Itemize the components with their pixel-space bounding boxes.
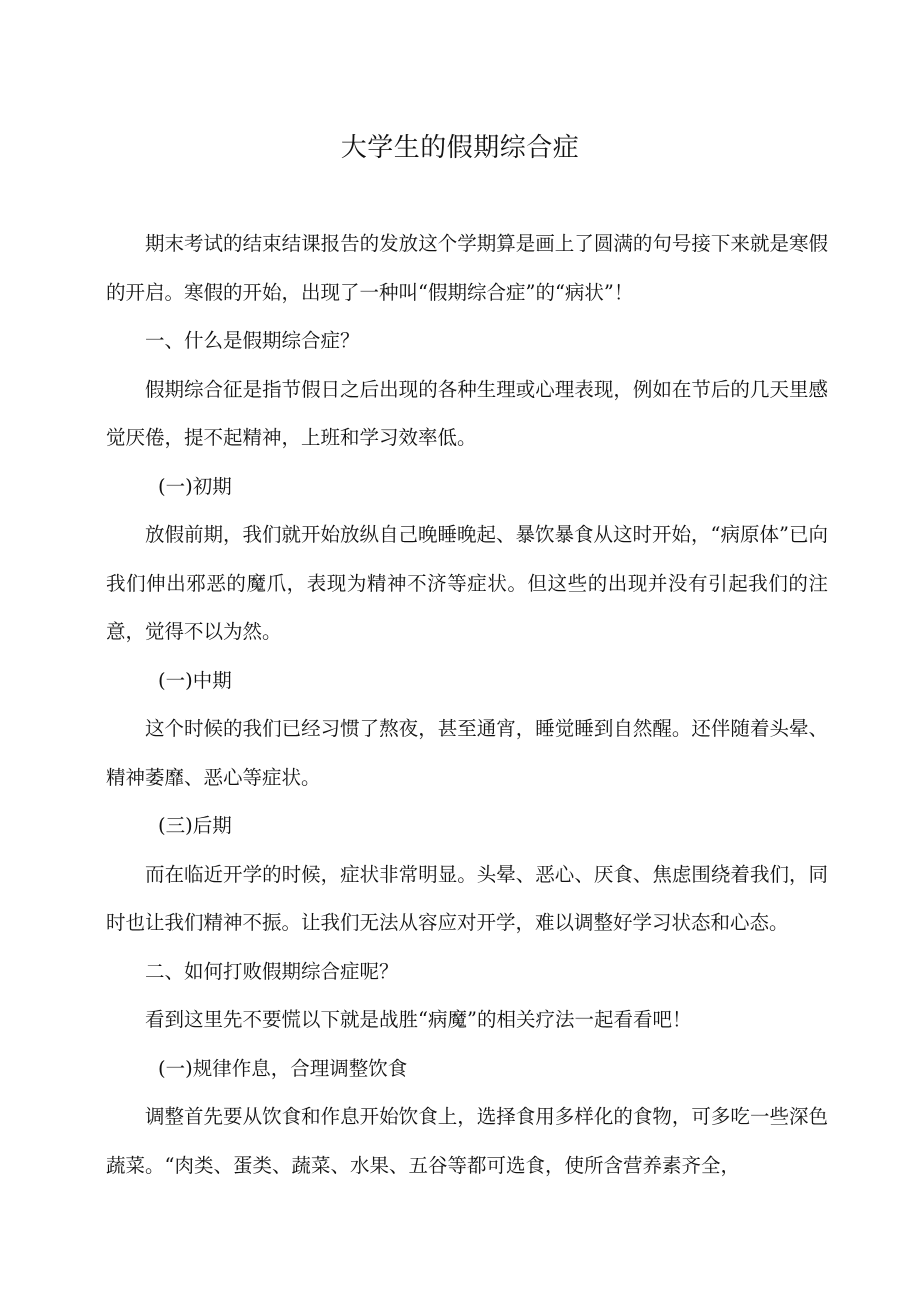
section-heading-what-is: 一、什么是假期综合症？ <box>145 329 360 352</box>
paragraph-late-stage: 而在临近开学的时候，症状非常明显。头晕、恶心、厌食、焦虑围绕着我们，同时也让我们精神不振。让我们无法从容应对开学，难以调整好学习状态和心态。 <box>106 862 828 934</box>
paragraph-diet-adjustment: 调整首先要从饮食和作息开始饮食上，选择食用多样化的食物，可多吃一些深色蔬菜。“肉类、蛋类、蔬菜、水果、五谷等都可选食，使所含营养素齐全， <box>106 1105 828 1177</box>
subheading-late-stage: (三)后期 <box>158 814 232 837</box>
document-title: 大学生的假期综合症 <box>340 133 580 163</box>
subheading-early-stage: (一)初期 <box>158 474 232 498</box>
document-body <box>106 220 828 1190</box>
paragraph-remedies-intro: 看到这里先不要慌以下就是战胜“病魔”的相关疗法一起看看吧！ <box>145 1008 692 1031</box>
subheading-middle-stage: (一)中期 <box>158 668 232 692</box>
subheading-regular-routine: (一)规律作息，合理调整饮食 <box>158 1056 408 1080</box>
section-heading-how-to-defeat: 二、如何打败假期综合症呢？ <box>145 959 399 983</box>
paragraph-definition: 假期综合征是指节假日之后出现的各种生理或心理表现，例如在节后的几天里感觉厌倦，提不起精神，上班和学习效率低。 <box>106 377 828 449</box>
paragraph-middle-stage: 这个时候的我们已经习惯了熬夜，甚至通宵，睡觉睡到自然醒。还伴随着头晕、精神萎靡、恶心等症状。 <box>106 717 828 789</box>
paragraph-early-stage: 放假前期，我们就开始放纵自己晚睡晚起、暴饮暴食从这时开始，“病原体”已向我们伸出邪恶的魔爪，表现为精神不济等症状。但这些的出现并没有引起我们的注意，觉得不以为然。 <box>106 523 828 643</box>
paragraph-intro: 期末考试的结束结课报告的发放这个学期算是画上了圆满的句号接下来就是寒假的开启。寒假的开始，出现了一种叫“假期综合症”的“病状”！ <box>106 232 828 304</box>
